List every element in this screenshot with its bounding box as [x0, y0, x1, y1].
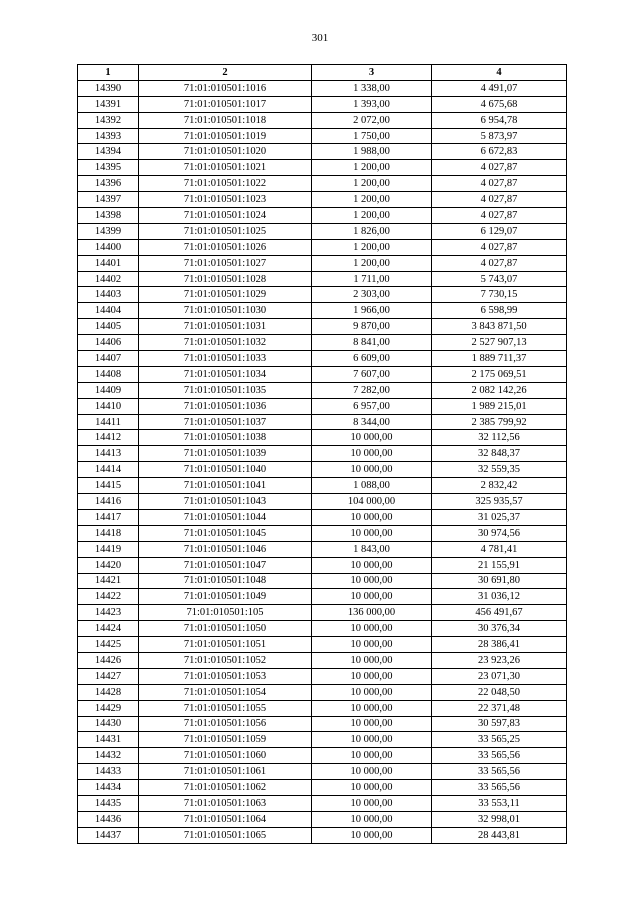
area-cell: 10 000,00 — [312, 684, 432, 700]
cadastral-number-cell: 71:01:010501:1030 — [139, 303, 312, 319]
cadastral-number-cell: 71:01:010501:1020 — [139, 144, 312, 160]
value-cell: 28 386,41 — [432, 637, 567, 653]
area-cell: 10 000,00 — [312, 462, 432, 478]
cadastral-number-cell: 71:01:010501:1060 — [139, 748, 312, 764]
row-number-cell: 14404 — [78, 303, 139, 319]
cadastral-number-cell: 71:01:010501:1061 — [139, 764, 312, 780]
area-cell: 7 607,00 — [312, 366, 432, 382]
cadastral-number-cell: 71:01:010501:1056 — [139, 716, 312, 732]
table-row — [78, 780, 567, 796]
area-cell: 104 000,00 — [312, 494, 432, 510]
row-number-cell: 14403 — [78, 287, 139, 303]
cadastral-number-cell: 71:01:010501:1051 — [139, 637, 312, 653]
table-row — [78, 462, 567, 478]
table-row — [78, 637, 567, 653]
table-row — [78, 319, 567, 335]
area-cell: 8 344,00 — [312, 414, 432, 430]
row-number-cell: 14425 — [78, 637, 139, 653]
cadastral-number-cell: 71:01:010501:1054 — [139, 684, 312, 700]
value-cell: 4 491,07 — [432, 80, 567, 96]
table-row — [78, 525, 567, 541]
cadastral-number-cell: 71:01:010501:1034 — [139, 366, 312, 382]
value-cell: 32 998,01 — [432, 811, 567, 827]
area-cell: 8 841,00 — [312, 335, 432, 351]
row-number-cell: 14419 — [78, 541, 139, 557]
row-number-cell: 14424 — [78, 621, 139, 637]
table-row — [78, 748, 567, 764]
value-cell: 32 559,35 — [432, 462, 567, 478]
row-number-cell: 14429 — [78, 700, 139, 716]
area-cell: 9 870,00 — [312, 319, 432, 335]
row-number-cell: 14434 — [78, 780, 139, 796]
column-header-4: 4 — [432, 65, 567, 81]
area-cell: 10 000,00 — [312, 780, 432, 796]
value-cell: 33 565,56 — [432, 780, 567, 796]
value-cell: 325 935,57 — [432, 494, 567, 510]
row-number-cell: 14402 — [78, 271, 139, 287]
cadastral-number-cell: 71:01:010501:1064 — [139, 811, 312, 827]
table-row — [78, 208, 567, 224]
cadastral-number-cell: 71:01:010501:1029 — [139, 287, 312, 303]
cadastral-number-cell: 71:01:010501:1065 — [139, 827, 312, 843]
table-header-row — [78, 65, 567, 81]
value-cell: 5 743,07 — [432, 271, 567, 287]
area-cell: 1 200,00 — [312, 192, 432, 208]
area-cell: 6 957,00 — [312, 398, 432, 414]
table-row — [78, 700, 567, 716]
cadastral-number-cell: 71:01:010501:1031 — [139, 319, 312, 335]
value-cell: 7 730,15 — [432, 287, 567, 303]
table-row — [78, 366, 567, 382]
cadastral-number-cell: 71:01:010501:1050 — [139, 621, 312, 637]
cadastral-number-cell: 71:01:010501:1023 — [139, 192, 312, 208]
value-cell: 2 385 799,92 — [432, 414, 567, 430]
table-row — [78, 668, 567, 684]
row-number-cell: 14409 — [78, 382, 139, 398]
table-row — [78, 128, 567, 144]
row-number-cell: 14420 — [78, 557, 139, 573]
area-cell: 10 000,00 — [312, 573, 432, 589]
value-cell: 32 848,37 — [432, 446, 567, 462]
table-row — [78, 446, 567, 462]
cadastral-number-cell: 71:01:010501:1024 — [139, 208, 312, 224]
table-row — [78, 382, 567, 398]
row-number-cell: 14396 — [78, 176, 139, 192]
table-row — [78, 192, 567, 208]
table-row — [78, 478, 567, 494]
value-cell: 22 371,48 — [432, 700, 567, 716]
cadastral-number-cell: 71:01:010501:1044 — [139, 509, 312, 525]
row-number-cell: 14417 — [78, 509, 139, 525]
table-row — [78, 303, 567, 319]
value-cell: 28 443,81 — [432, 827, 567, 843]
table-row — [78, 80, 567, 96]
table-row — [78, 684, 567, 700]
row-number-cell: 14394 — [78, 144, 139, 160]
value-cell: 4 027,87 — [432, 255, 567, 271]
cadastral-number-cell: 71:01:010501:1019 — [139, 128, 312, 144]
cadastral-number-cell: 71:01:010501:1016 — [139, 80, 312, 96]
area-cell: 10 000,00 — [312, 811, 432, 827]
row-number-cell: 14418 — [78, 525, 139, 541]
cadastral-number-cell: 71:01:010501:1059 — [139, 732, 312, 748]
row-number-cell: 14392 — [78, 112, 139, 128]
value-cell: 5 873,97 — [432, 128, 567, 144]
area-cell: 1 200,00 — [312, 255, 432, 271]
value-cell: 31 025,37 — [432, 509, 567, 525]
table-row — [78, 160, 567, 176]
cadastral-number-cell: 71:01:010501:1022 — [139, 176, 312, 192]
cadastral-number-cell: 71:01:010501:1021 — [139, 160, 312, 176]
table-row — [78, 223, 567, 239]
cadastral-number-cell: 71:01:010501:1040 — [139, 462, 312, 478]
value-cell: 2 175 069,51 — [432, 366, 567, 382]
row-number-cell: 14412 — [78, 430, 139, 446]
area-cell: 10 000,00 — [312, 716, 432, 732]
row-number-cell: 14437 — [78, 827, 139, 843]
area-cell: 10 000,00 — [312, 509, 432, 525]
table-row — [78, 732, 567, 748]
area-cell: 1 750,00 — [312, 128, 432, 144]
area-cell: 1 711,00 — [312, 271, 432, 287]
value-cell: 33 565,56 — [432, 764, 567, 780]
row-number-cell: 14408 — [78, 366, 139, 382]
area-cell: 10 000,00 — [312, 748, 432, 764]
row-number-cell: 14407 — [78, 351, 139, 367]
column-header-1: 1 — [78, 65, 139, 81]
row-number-cell: 14433 — [78, 764, 139, 780]
value-cell: 4 781,41 — [432, 541, 567, 557]
value-cell: 30 974,56 — [432, 525, 567, 541]
value-cell: 30 376,34 — [432, 621, 567, 637]
value-cell: 23 071,30 — [432, 668, 567, 684]
cadastral-number-cell: 71:01:010501:1032 — [139, 335, 312, 351]
cadastral-number-cell: 71:01:010501:1037 — [139, 414, 312, 430]
value-cell: 4 027,87 — [432, 192, 567, 208]
value-cell: 6 672,83 — [432, 144, 567, 160]
row-number-cell: 14393 — [78, 128, 139, 144]
row-number-cell: 14436 — [78, 811, 139, 827]
table-row — [78, 494, 567, 510]
cadastral-number-cell: 71:01:010501:1027 — [139, 255, 312, 271]
row-number-cell: 14405 — [78, 319, 139, 335]
cadastral-number-cell: 71:01:010501:1035 — [139, 382, 312, 398]
value-cell: 23 923,26 — [432, 652, 567, 668]
table-row — [78, 430, 567, 446]
area-cell: 1 200,00 — [312, 176, 432, 192]
row-number-cell: 14400 — [78, 239, 139, 255]
table-row — [78, 351, 567, 367]
table-row — [78, 621, 567, 637]
area-cell: 10 000,00 — [312, 732, 432, 748]
cadastral-number-cell: 71:01:010501:1039 — [139, 446, 312, 462]
area-cell: 10 000,00 — [312, 652, 432, 668]
row-number-cell: 14422 — [78, 589, 139, 605]
value-cell: 30 691,80 — [432, 573, 567, 589]
area-cell: 10 000,00 — [312, 525, 432, 541]
cadastral-number-cell: 71:01:010501:1017 — [139, 96, 312, 112]
value-cell: 2 527 907,13 — [432, 335, 567, 351]
table-row — [78, 144, 567, 160]
cadastral-number-cell: 71:01:010501:1036 — [139, 398, 312, 414]
value-cell: 33 565,56 — [432, 748, 567, 764]
value-cell: 32 112,56 — [432, 430, 567, 446]
table-row — [78, 764, 567, 780]
area-cell: 10 000,00 — [312, 621, 432, 637]
value-cell: 30 597,83 — [432, 716, 567, 732]
area-cell: 1 843,00 — [312, 541, 432, 557]
area-cell: 136 000,00 — [312, 605, 432, 621]
cadastral-number-cell: 71:01:010501:1053 — [139, 668, 312, 684]
row-number-cell: 14431 — [78, 732, 139, 748]
value-cell: 31 036,12 — [432, 589, 567, 605]
cadastral-number-cell: 71:01:010501:1063 — [139, 795, 312, 811]
table-row — [78, 176, 567, 192]
area-cell: 1 200,00 — [312, 160, 432, 176]
area-cell: 10 000,00 — [312, 637, 432, 653]
area-cell: 10 000,00 — [312, 795, 432, 811]
table-row — [78, 287, 567, 303]
column-header-3: 3 — [312, 65, 432, 81]
table-row — [78, 795, 567, 811]
table-row — [78, 239, 567, 255]
area-cell: 10 000,00 — [312, 764, 432, 780]
cadastral-number-cell: 71:01:010501:1043 — [139, 494, 312, 510]
value-cell: 4 027,87 — [432, 160, 567, 176]
value-cell: 4 027,87 — [432, 239, 567, 255]
row-number-cell: 14391 — [78, 96, 139, 112]
cadastral-number-cell: 71:01:010501:1018 — [139, 112, 312, 128]
area-cell: 10 000,00 — [312, 827, 432, 843]
table-row — [78, 827, 567, 843]
area-cell: 2 072,00 — [312, 112, 432, 128]
row-number-cell: 14432 — [78, 748, 139, 764]
value-cell: 22 048,50 — [432, 684, 567, 700]
cadastral-number-cell: 71:01:010501:1062 — [139, 780, 312, 796]
cadastral-number-cell: 71:01:010501:1055 — [139, 700, 312, 716]
table-row — [78, 716, 567, 732]
table-row — [78, 573, 567, 589]
row-number-cell: 14406 — [78, 335, 139, 351]
row-number-cell: 14390 — [78, 80, 139, 96]
table-row — [78, 541, 567, 557]
row-number-cell: 14415 — [78, 478, 139, 494]
row-number-cell: 14423 — [78, 605, 139, 621]
cadastral-number-cell: 71:01:010501:1041 — [139, 478, 312, 494]
row-number-cell: 14395 — [78, 160, 139, 176]
value-cell: 6 129,07 — [432, 223, 567, 239]
value-cell: 4 027,87 — [432, 176, 567, 192]
value-cell: 456 491,67 — [432, 605, 567, 621]
area-cell: 10 000,00 — [312, 700, 432, 716]
row-number-cell: 14398 — [78, 208, 139, 224]
table-row — [78, 652, 567, 668]
value-cell: 6 598,99 — [432, 303, 567, 319]
row-number-cell: 14401 — [78, 255, 139, 271]
row-number-cell: 14397 — [78, 192, 139, 208]
area-cell: 10 000,00 — [312, 430, 432, 446]
value-cell: 33 553,11 — [432, 795, 567, 811]
cadastral-number-cell: 71:01:010501:1038 — [139, 430, 312, 446]
table-row — [78, 335, 567, 351]
row-number-cell: 14421 — [78, 573, 139, 589]
row-number-cell: 14435 — [78, 795, 139, 811]
table-row — [78, 509, 567, 525]
area-cell: 1 393,00 — [312, 96, 432, 112]
row-number-cell: 14427 — [78, 668, 139, 684]
table-row — [78, 589, 567, 605]
cadastral-number-cell: 71:01:010501:1052 — [139, 652, 312, 668]
value-cell: 3 843 871,50 — [432, 319, 567, 335]
value-cell: 2 832,42 — [432, 478, 567, 494]
table-row — [78, 398, 567, 414]
area-cell: 1 200,00 — [312, 239, 432, 255]
value-cell: 1 889 711,37 — [432, 351, 567, 367]
area-cell: 1 200,00 — [312, 208, 432, 224]
area-cell: 6 609,00 — [312, 351, 432, 367]
area-cell: 2 303,00 — [312, 287, 432, 303]
area-cell: 7 282,00 — [312, 382, 432, 398]
area-cell: 1 088,00 — [312, 478, 432, 494]
table-body — [78, 80, 567, 843]
row-number-cell: 14410 — [78, 398, 139, 414]
row-number-cell: 14414 — [78, 462, 139, 478]
area-cell: 10 000,00 — [312, 589, 432, 605]
table-row — [78, 414, 567, 430]
cadastral-number-cell: 71:01:010501:1048 — [139, 573, 312, 589]
row-number-cell: 14416 — [78, 494, 139, 510]
row-number-cell: 14428 — [78, 684, 139, 700]
cadastral-number-cell: 71:01:010501:1046 — [139, 541, 312, 557]
cadastral-number-cell: 71:01:010501:1026 — [139, 239, 312, 255]
row-number-cell: 14426 — [78, 652, 139, 668]
row-number-cell: 14430 — [78, 716, 139, 732]
cadastral-number-cell: 71:01:010501:1025 — [139, 223, 312, 239]
value-cell: 21 155,91 — [432, 557, 567, 573]
cadastral-number-cell: 71:01:010501:1033 — [139, 351, 312, 367]
row-number-cell: 14413 — [78, 446, 139, 462]
area-cell: 10 000,00 — [312, 557, 432, 573]
cadastral-number-cell: 71:01:010501:105 — [139, 605, 312, 621]
table-row — [78, 96, 567, 112]
row-number-cell: 14399 — [78, 223, 139, 239]
row-number-cell: 14411 — [78, 414, 139, 430]
table-row — [78, 255, 567, 271]
value-cell: 33 565,25 — [432, 732, 567, 748]
value-cell: 1 989 215,01 — [432, 398, 567, 414]
area-cell: 10 000,00 — [312, 446, 432, 462]
table-row — [78, 271, 567, 287]
area-cell: 1 338,00 — [312, 80, 432, 96]
value-cell: 2 082 142,26 — [432, 382, 567, 398]
cadastral-number-cell: 71:01:010501:1028 — [139, 271, 312, 287]
page-number: 301 — [311, 32, 329, 44]
cadastral-number-cell: 71:01:010501:1045 — [139, 525, 312, 541]
cadastral-number-cell: 71:01:010501:1047 — [139, 557, 312, 573]
table-row — [78, 811, 567, 827]
value-cell: 4 675,68 — [432, 96, 567, 112]
area-cell: 1 826,00 — [312, 223, 432, 239]
area-cell: 1 988,00 — [312, 144, 432, 160]
value-cell: 4 027,87 — [432, 208, 567, 224]
cadastral-table — [77, 64, 567, 844]
column-header-2: 2 — [139, 65, 312, 81]
cadastral-number-cell: 71:01:010501:1049 — [139, 589, 312, 605]
table-row — [78, 605, 567, 621]
table-row — [78, 557, 567, 573]
table-row — [78, 112, 567, 128]
area-cell: 10 000,00 — [312, 668, 432, 684]
value-cell: 6 954,78 — [432, 112, 567, 128]
area-cell: 1 966,00 — [312, 303, 432, 319]
